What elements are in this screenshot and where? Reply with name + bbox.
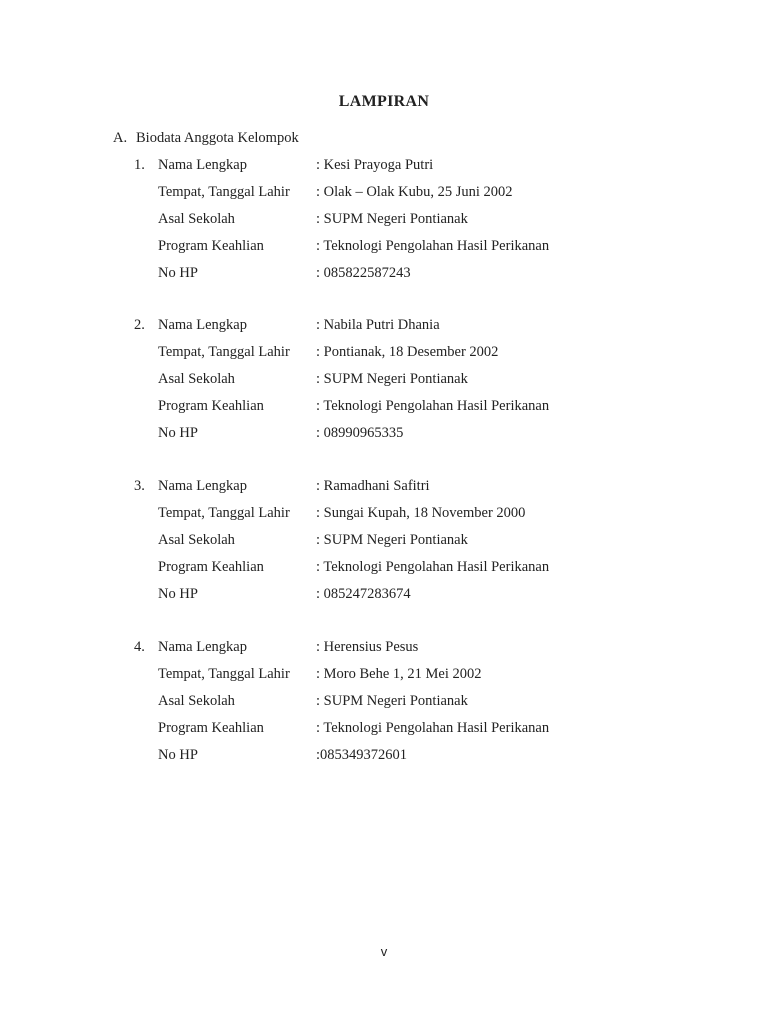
field-label: Program Keahlian [158, 559, 264, 575]
section-heading [113, 130, 299, 147]
field-value: : Moro Behe 1, 21 Mei 2002 [316, 666, 482, 682]
field-value: : SUPM Negeri Pontianak [316, 532, 468, 548]
field-label: Asal Sekolah [158, 693, 235, 709]
page-number: v [380, 944, 388, 959]
field-label: Nama Lengkap [158, 317, 247, 333]
field-label: Tempat, Tanggal Lahir [158, 666, 290, 682]
field-label: Program Keahlian [158, 720, 264, 736]
field-value: : 08990965335 [316, 425, 404, 441]
section-letter: A. [113, 130, 128, 146]
member-number: 3. [134, 478, 145, 494]
field-value: : Teknologi Pengolahan Hasil Perikanan [316, 559, 550, 575]
field-label: No HP [158, 425, 198, 441]
field-value: : Teknologi Pengolahan Hasil Perikanan [316, 398, 550, 414]
field-label: Nama Lengkap [158, 157, 247, 173]
section-heading-text: Biodata Anggota Kelompok [136, 130, 299, 146]
field-label: No HP [158, 747, 198, 763]
field-value: : SUPM Negeri Pontianak [316, 371, 468, 387]
field-value: : Herensius Pesus [316, 639, 419, 655]
page-title: LAMPIRAN [338, 93, 430, 110]
field-value: : Pontianak, 18 Desember 2002 [316, 344, 499, 360]
field-label: Asal Sekolah [158, 211, 235, 227]
field-label: Nama Lengkap [158, 478, 247, 494]
field-label: No HP [158, 586, 198, 602]
field-value: : Ramadhani Safitri [316, 478, 430, 494]
field-label: Tempat, Tanggal Lahir [158, 505, 290, 521]
field-value: :085349372601 [316, 747, 408, 763]
field-label: Asal Sekolah [158, 371, 235, 387]
field-value: : Kesi Prayoga Putri [316, 157, 434, 173]
field-label: Program Keahlian [158, 398, 264, 414]
field-label: Program Keahlian [158, 238, 264, 254]
field-value: : 085822587243 [316, 265, 411, 281]
field-value: : Teknologi Pengolahan Hasil Perikanan [316, 720, 550, 736]
field-value: : Sungai Kupah, 18 November 2000 [316, 505, 526, 521]
field-label: Tempat, Tanggal Lahir [158, 184, 290, 200]
field-value: : Nabila Putri Dhania [316, 317, 440, 333]
member-number: 2. [134, 317, 145, 333]
field-value: : SUPM Negeri Pontianak [316, 211, 468, 227]
member-number: 4. [134, 639, 145, 655]
field-label: Tempat, Tanggal Lahir [158, 344, 290, 360]
field-value: : Olak – Olak Kubu, 25 Juni 2002 [316, 184, 513, 200]
member-number: 1. [134, 157, 145, 173]
field-label: No HP [158, 265, 198, 281]
field-value: : Teknologi Pengolahan Hasil Perikanan [316, 238, 550, 254]
field-value: : SUPM Negeri Pontianak [316, 693, 468, 709]
field-label: Nama Lengkap [158, 639, 247, 655]
field-value: : 085247283674 [316, 586, 411, 602]
field-label: Asal Sekolah [158, 532, 235, 548]
